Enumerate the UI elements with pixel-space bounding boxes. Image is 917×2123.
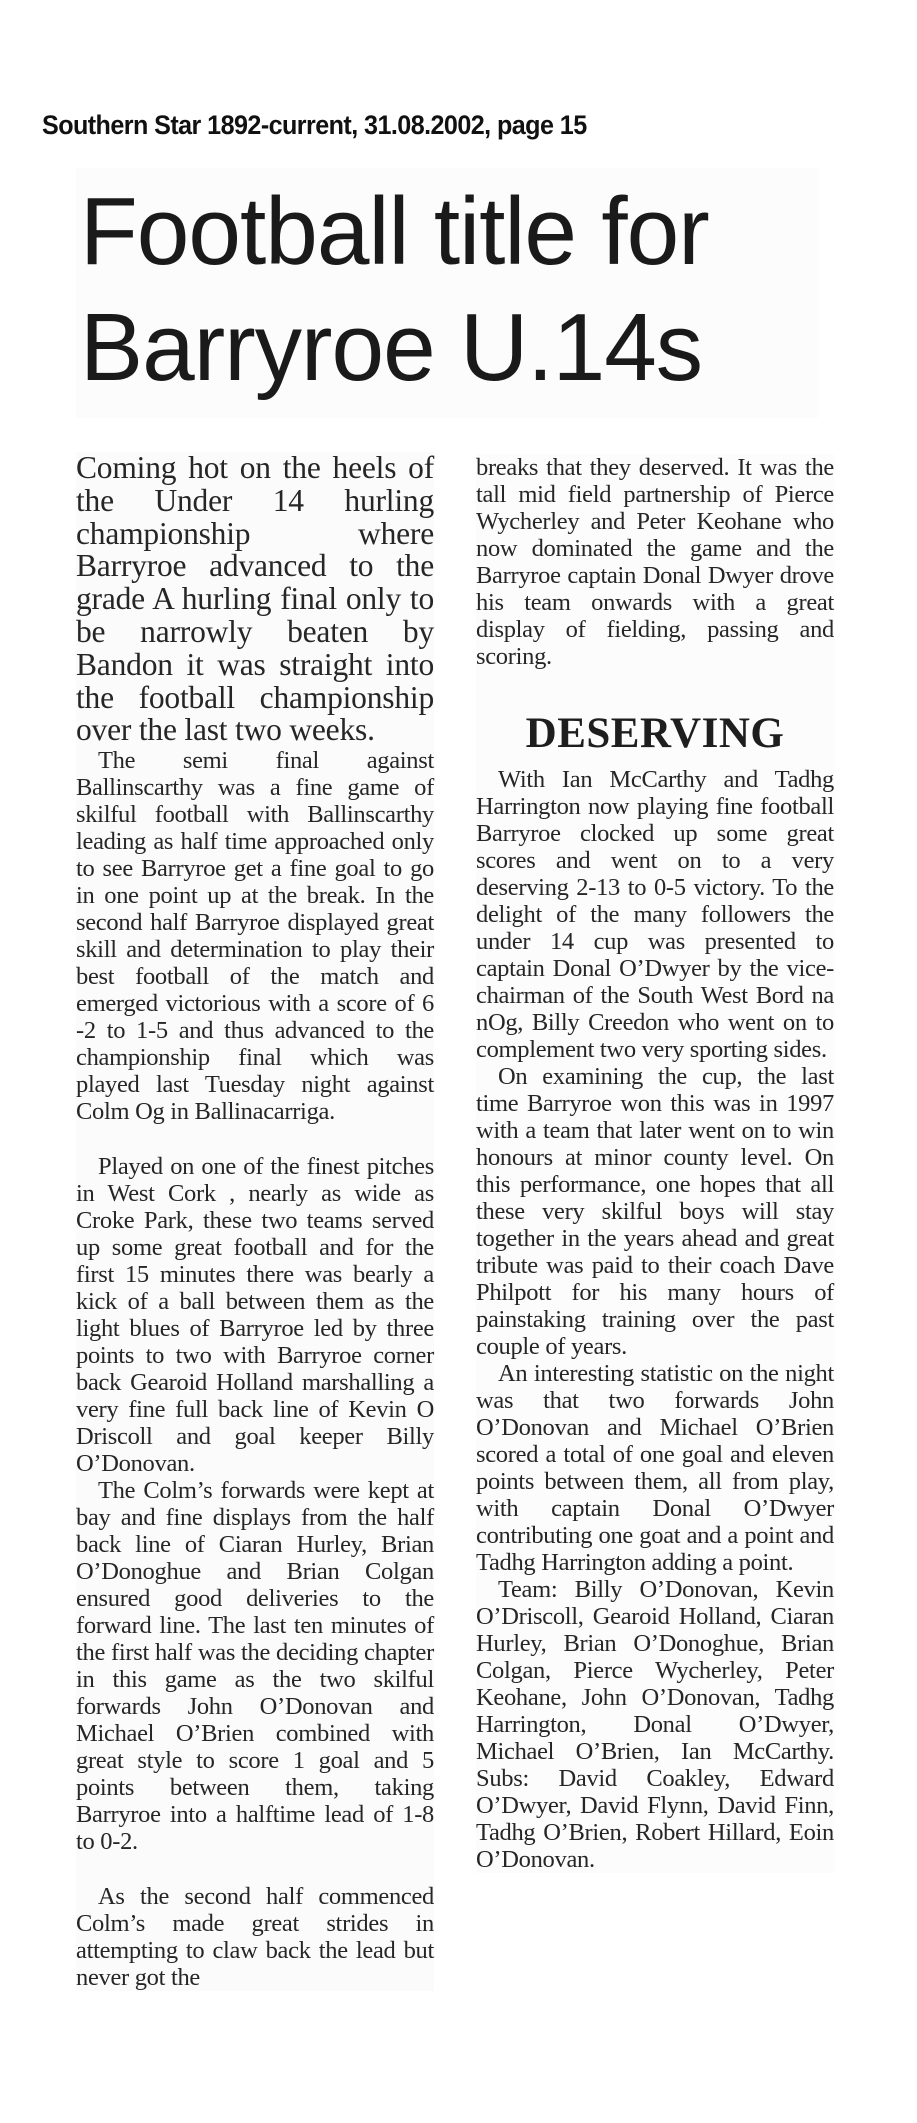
- team-list-paragraph: Team: Billy O’Donovan, Kevin O’Driscoll, Gearoid Holland, Ciaran Hurley, Brian O’Donoghue, Brian Colgan, Pierce Wycherley, Peter Keohane, John O’Donovan, Tadhg Harrington, Donal O’Dwyer, Michael O’Brien, Ian McCarthy. Subs: David Coakley, Edward O’Dwyer, David Flynn, David Finn, Tadhg O’Brien, Robert Hillard, Eoin O’Donovan.: [476, 1576, 834, 1873]
- paragraph-spacer: [76, 1855, 434, 1883]
- body-paragraph: The Colm’s forwards were kept at bay and fine displays from the half back line of Ciaran Hurley, Brian O’Donoghue and Brian Colgan ensured good deliveries to the forward line. The last ten minutes of the first half was the deciding chapter in this game as the two skilful forwards John O’Donovan and Michael O’Brien combined with great style to score 1 goal and 5 points between them, taking Barryroe into a halftime lead of 1-8 to 0-2.: [76, 1477, 434, 1856]
- headline: [80, 174, 709, 406]
- source-citation: Southern Star 1892-current, 31.08.2002, page 15: [42, 110, 587, 140]
- body-paragraph: On examining the cup, the last time Barryroe won this was in 1997 with a team that later went on to win honours at minor county level. On this performance, one hopes that all these very skilful boys will stay together in the years ahead and great tribute was paid to their coach Dave Philpott for his many hours of painstaking training over the past couple of years.: [476, 1063, 834, 1360]
- subheading: DESERVING: [525, 710, 785, 757]
- body-paragraph: With Ian McCarthy and Tadhg Harrington now playing fine football Barryroe clocked up some great scores and went on to a very deserving 2-13 to 0-5 victory. To the delight of the many followers the under 14 cup was presented to captain Donal O’Dwyer by the vice-chairman of the South West Bord na nOg, Billy Creedon who went on to complement two very sporting sides.: [476, 766, 834, 1063]
- lede-paragraph: Coming hot on the heels of the Under 14 hurling championship where Barryroe advanced to the grade A hurling final only to be narrowly beaten by Bandon it was straight into the football championship over the last two weeks.: [76, 450, 434, 748]
- article-column-right: [476, 454, 834, 1873]
- body-paragraph-continued: breaks that they deserved. It was the tall mid field partnership of Pierce Wycherley and Peter Keohane who now dominated the game and the Barryroe captain Donal Dwyer drove his team onwards with a great display of fielding, passing and scoring.: [476, 454, 834, 670]
- body-paragraph: As the second half commenced Colm’s made great strides in attempting to claw back the lead but never got the: [76, 1883, 434, 1992]
- body-paragraph: Played on one of the finest pitches in West Cork , nearly as wide as Croke Park, these two teams served up some great football and for the first 15 minutes there was bearly a kick of a ball between them as the light blues of Barryroe led by three points to two with Barryroe corner back Gearoid Holland marshalling a very fine full back line of Kevin O Driscoll and goal keeper Billy O’Donovan.: [76, 1153, 434, 1478]
- paragraph-spacer: [76, 1125, 434, 1153]
- headline-line-1: Football title for: [80, 178, 709, 285]
- body-paragraph: An interesting statistic on the night was that two forwards John O’Donovan and Michael O’Brien scored a total of one goal and eleven points between them, all from play, with captain Donal O’Dwyer contributing one goat and a point and Tadhg Harrington adding a point.: [476, 1360, 834, 1576]
- article-column-left: [76, 452, 434, 1991]
- body-paragraph: The semi final against Ballinscarthy was a fine game of skilful football with Ballinscarthy leading as half time approached only to see Barryroe get a fine goal to go in one point up at the break. In the second half Barryroe displayed great skill and determination to play their best football of the match and emerged victorious with a score of 6 -2 to 1-5 and thus advanced to the championship final which was played last Tuesday night against Colm Og in Ballinacarriga.: [76, 747, 434, 1126]
- headline-line-2: Barryroe U.14s: [80, 294, 703, 401]
